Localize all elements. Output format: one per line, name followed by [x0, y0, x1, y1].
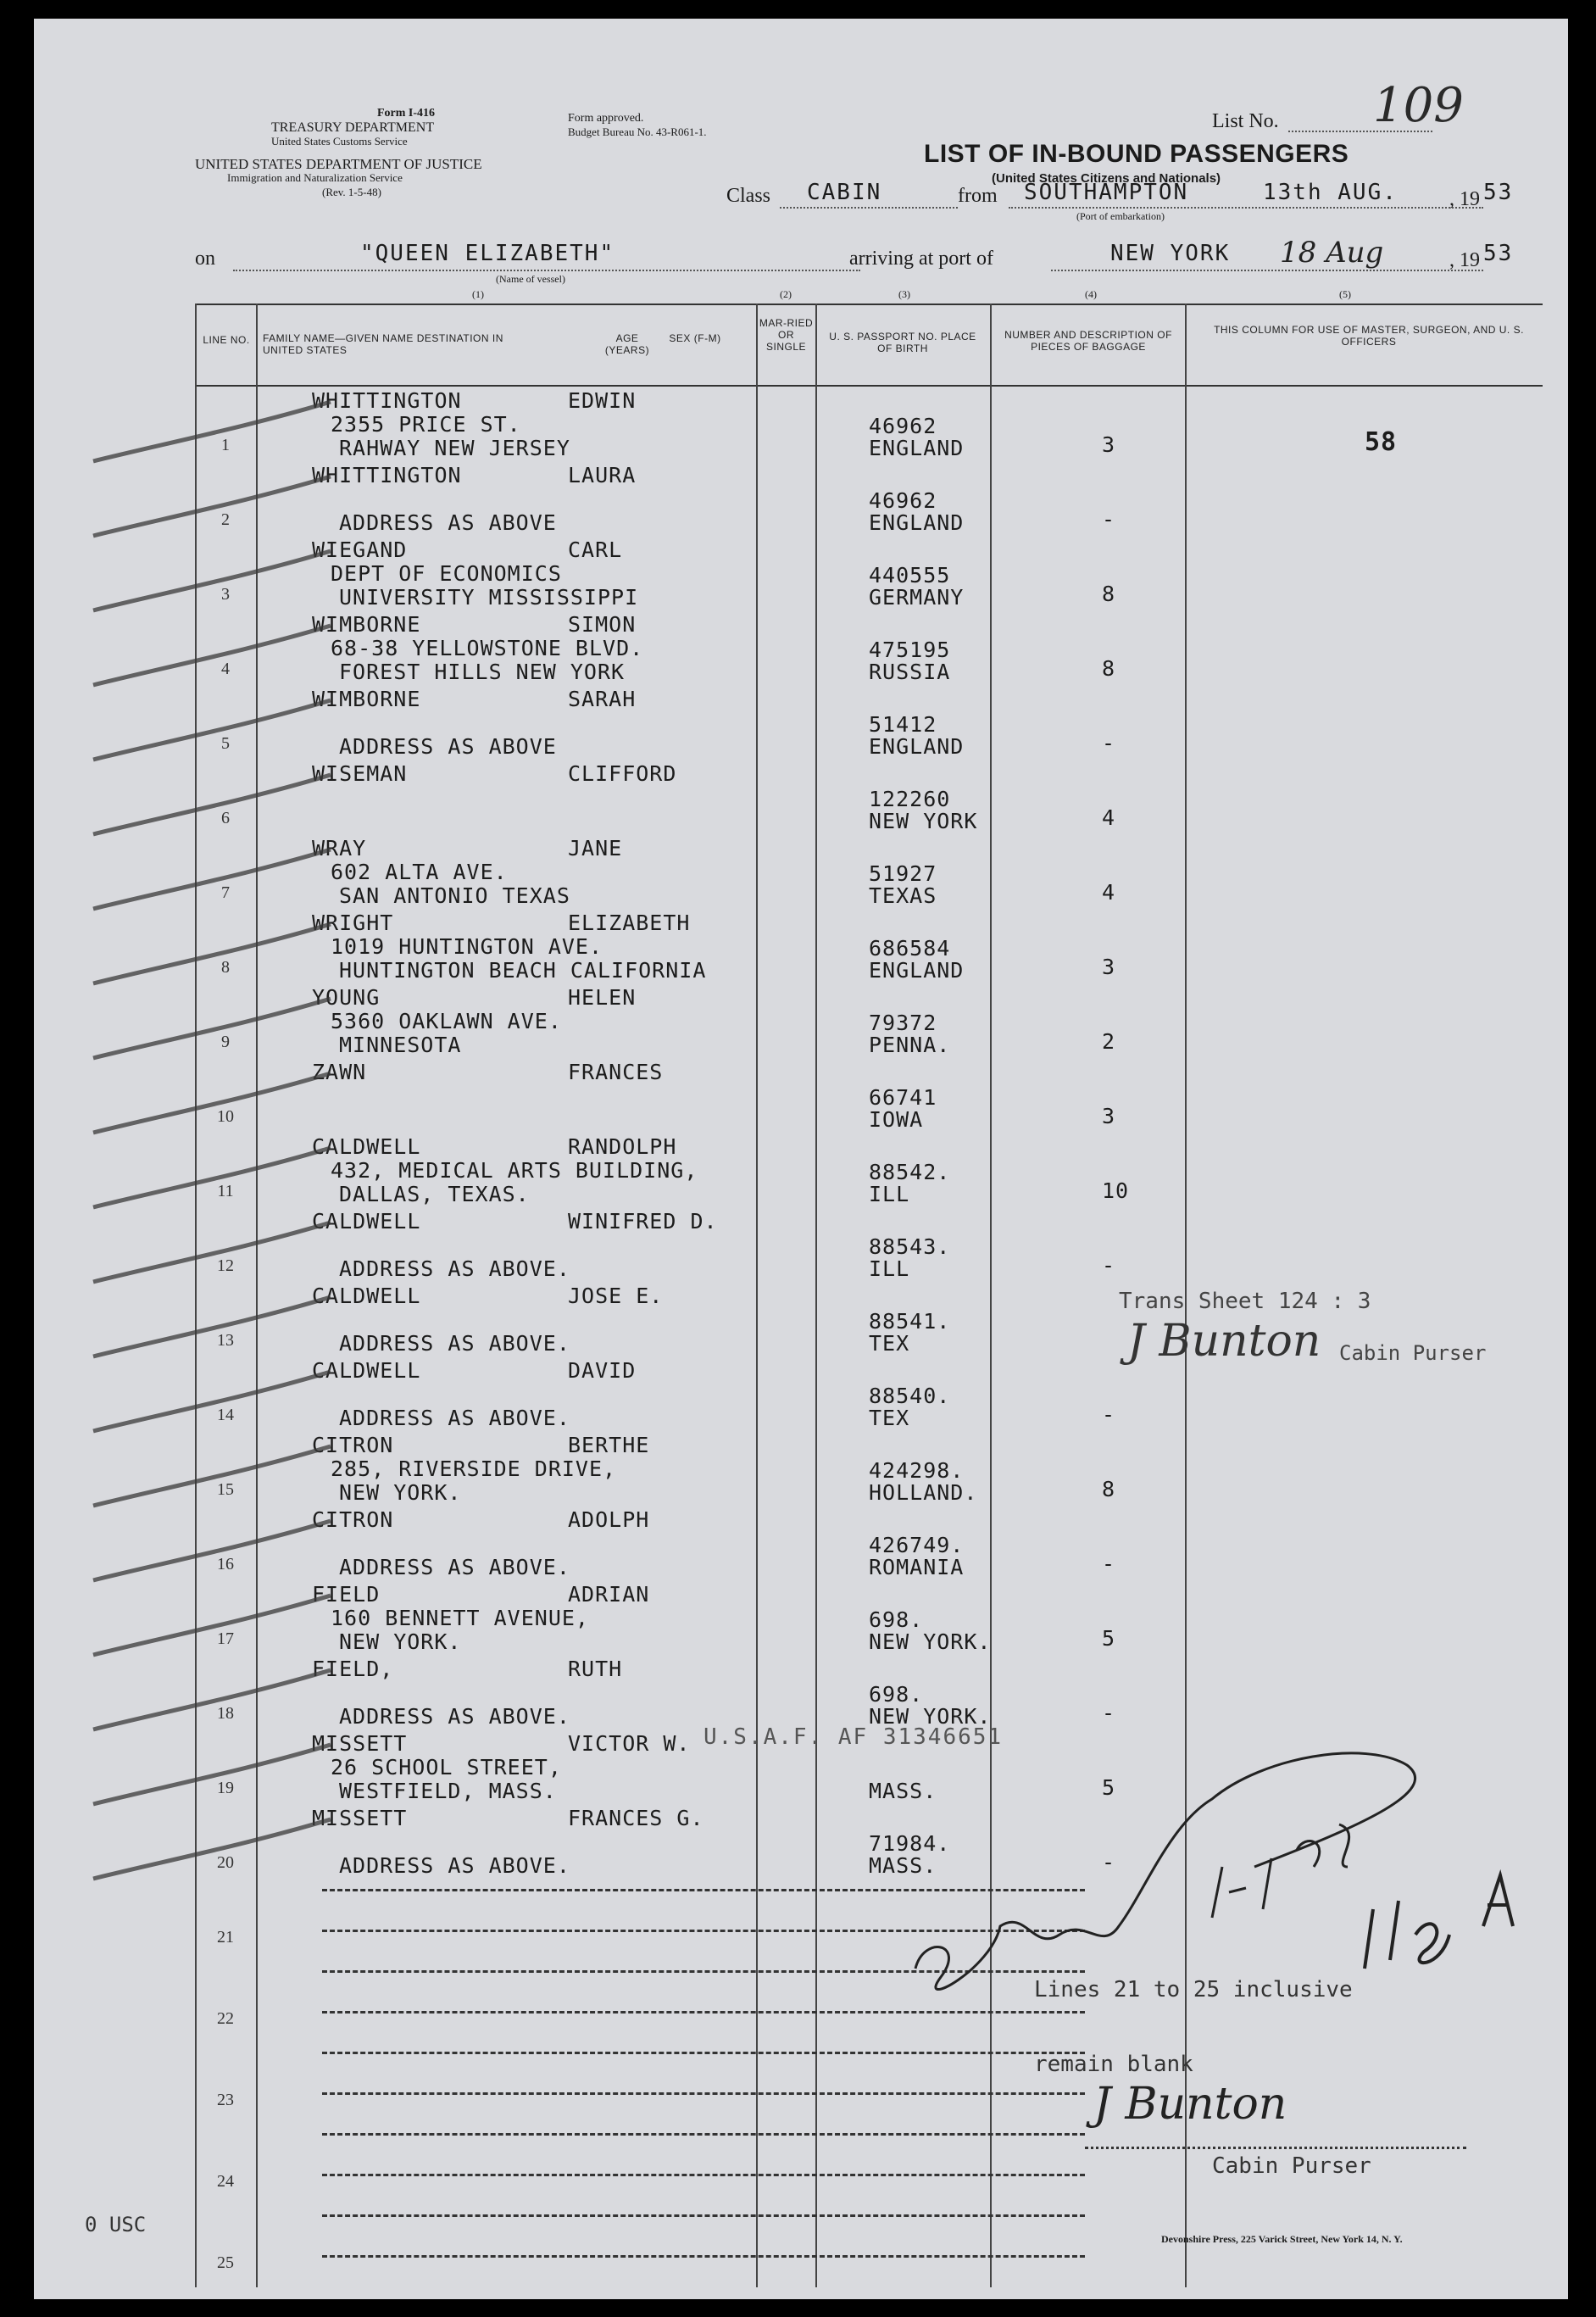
given-name: ADOLPH	[568, 1507, 650, 1532]
baggage-count: 5	[1102, 1626, 1116, 1651]
address-line-2: RAHWAY NEW JERSEY	[339, 436, 570, 460]
given-name: CLIFFORD	[568, 761, 677, 786]
passport-number: 686584	[869, 936, 951, 961]
line-number: 22	[217, 2009, 234, 2028]
family-name: CALDWELL	[312, 1284, 421, 1308]
address-line-2: UNIVERSITY MISSISSIPPI	[339, 585, 639, 610]
line-number: 8	[221, 958, 230, 977]
on-label: on	[195, 248, 215, 270]
line-number: 17	[217, 1629, 234, 1648]
pencil-tick	[93, 1745, 331, 1804]
ins-header: Immigration and Naturalization Service	[227, 171, 403, 184]
dashed-fill-line	[322, 2092, 1085, 2095]
pencil-tick	[93, 1521, 331, 1580]
passport-number: 51927	[869, 861, 937, 886]
handwritten-scrawl	[890, 1723, 1534, 2002]
pencil-tick	[93, 999, 331, 1058]
passport-number: 698.	[869, 1607, 924, 1632]
dashed-fill-line	[322, 2255, 1085, 2258]
place-of-birth: TEX	[869, 1331, 910, 1356]
manifest-page	[34, 19, 1568, 2299]
place-of-birth: ILL	[869, 1182, 910, 1206]
family-name: WHITTINGTON	[312, 388, 462, 413]
place-of-birth: TEX	[869, 1406, 910, 1430]
passport-number: 46962	[869, 488, 937, 513]
pencil-tick	[93, 1297, 331, 1356]
address-line-1: 160 BENNETT AVENUE,	[331, 1606, 589, 1630]
address-line-2: HUNTINGTON BEACH CALIFORNIA	[339, 958, 707, 983]
given-name: JANE	[568, 836, 623, 861]
baggage-count: 5	[1102, 1775, 1116, 1800]
margin-stamp: 0 USC	[85, 2213, 147, 2236]
embark-date: 13th AUG.	[1263, 180, 1398, 205]
address-line-2: ADDRESS AS ABOVE.	[339, 1406, 570, 1430]
baggage-count: -	[1102, 1701, 1116, 1725]
place-of-birth: NEW YORK.	[869, 1629, 992, 1654]
address-line-2: ADDRESS AS ABOVE	[339, 734, 557, 759]
year-prefix: , 19	[1449, 188, 1480, 210]
line-number: 24	[217, 2172, 234, 2191]
pencil-tick	[93, 849, 331, 909]
line-number: 20	[217, 1853, 234, 1872]
family-name: WIMBORNE	[312, 612, 421, 637]
blank-row	[195, 2040, 1543, 2114]
line-number: 10	[217, 1107, 234, 1126]
baggage-count: 3	[1102, 1104, 1116, 1128]
col-num-5: (5)	[1339, 288, 1351, 300]
place-of-birth: ENGLAND	[869, 510, 965, 535]
pencil-tick	[93, 924, 331, 983]
place-of-birth: ILL	[869, 1256, 910, 1281]
from-value: SOUTHAMPTON	[1024, 180, 1189, 205]
given-name: HELEN	[568, 985, 637, 1010]
col-num-2: (2)	[780, 288, 792, 300]
passport-number: 122260	[869, 787, 951, 811]
form-title: LIST OF IN-BOUND PASSENGERS	[924, 140, 1349, 168]
given-name: RANDOLPH	[568, 1134, 677, 1159]
from-label: from	[958, 185, 998, 207]
line-number: 11	[217, 1182, 234, 1200]
line-number: 2	[221, 510, 230, 529]
line-number: 16	[217, 1555, 234, 1573]
address-line-1: DEPT OF ECONOMICS	[331, 561, 562, 586]
place-of-birth: MASS.	[869, 1779, 937, 1803]
signature-2: J Bunton	[1093, 2079, 1287, 2130]
dashed-fill-line	[322, 2174, 1085, 2176]
line-number: 19	[217, 1779, 234, 1797]
year2-prefix: , 19	[1449, 249, 1480, 271]
address-line-2: SAN ANTONIO TEXAS	[339, 883, 570, 908]
passport-number: 426749.	[869, 1533, 965, 1557]
trans-sheet: Trans Sheet 124 : 3	[1119, 1289, 1371, 1314]
passport-number: 88542.	[869, 1160, 951, 1184]
family-name: WHITTINGTON	[312, 463, 462, 487]
port-embark-caption: (Port of embarkation)	[1076, 210, 1165, 222]
year2-value: 53	[1483, 241, 1514, 266]
lines-blank-note-1: Lines 21 to 25 inclusive	[1034, 1977, 1353, 2002]
arriving-line	[1051, 270, 1483, 271]
class-line	[780, 207, 958, 209]
address-line-1: 26 SCHOOL STREET,	[331, 1755, 562, 1780]
given-name: LAURA	[568, 463, 637, 487]
baggage-count: 2	[1102, 1029, 1116, 1054]
pencil-tick-marks	[76, 385, 500, 1894]
pencil-tick	[93, 1670, 331, 1729]
address-line-1: 1019 HUNTINGTON AVE.	[331, 934, 603, 959]
col-header-line: LINE NO.	[203, 334, 250, 346]
line-number: 4	[221, 660, 230, 678]
address-line-2: ADDRESS AS ABOVE.	[339, 1704, 570, 1729]
pencil-tick	[93, 1148, 331, 1207]
place-of-birth: NEW YORK.	[869, 1704, 992, 1729]
class-label: Class	[726, 185, 771, 207]
line-number: 13	[217, 1331, 234, 1350]
passport-number: 88543.	[869, 1234, 951, 1259]
family-name: WIMBORNE	[312, 687, 421, 711]
family-name: WRIGHT	[312, 911, 394, 935]
col-header-name: FAMILY NAME—GIVEN NAME DESTINATION IN UNITED STATES	[263, 332, 503, 356]
place-of-birth: RUSSIA	[869, 660, 951, 684]
passport-number: 698.	[869, 1682, 924, 1707]
pencil-tick	[93, 1372, 331, 1431]
passport-number: 475195	[869, 638, 951, 662]
pencil-tick	[93, 476, 331, 536]
passport-number: 46962	[869, 414, 937, 438]
passport-number: 88541.	[869, 1309, 951, 1334]
family-name: CITRON	[312, 1433, 394, 1457]
line-number: 9	[221, 1033, 230, 1051]
address-line-1: 432, MEDICAL ARTS BUILDING,	[331, 1158, 698, 1183]
address-line-2: DALLAS, TEXAS.	[339, 1182, 530, 1206]
line-number: 21	[217, 1928, 234, 1947]
cabin-purser-2: Cabin Purser	[1212, 2153, 1371, 2179]
from-line	[1009, 207, 1483, 209]
line-number: 7	[221, 883, 230, 902]
form-number: Form I-416	[377, 107, 436, 120]
place-of-birth: IOWA	[869, 1107, 924, 1132]
arriving-value: NEW YORK	[1110, 241, 1231, 266]
address-line-2: NEW YORK.	[339, 1629, 462, 1654]
baggage-count: -	[1102, 731, 1116, 755]
list-no-value: 109	[1373, 78, 1464, 133]
line-number: 3	[221, 585, 230, 604]
treasury-dept: TREASURY DEPARTMENT	[271, 120, 435, 135]
family-name: MISSETT	[312, 1731, 408, 1756]
given-name: DAVID	[568, 1358, 637, 1383]
address-line-1: 2355 PRICE ST.	[331, 412, 521, 437]
family-name: WIEGAND	[312, 537, 408, 562]
line-number: 12	[217, 1256, 234, 1275]
line-number: 1	[221, 436, 230, 454]
given-name: BERTHE	[568, 1433, 650, 1457]
baggage-count: -	[1102, 1850, 1116, 1874]
address-line-2: WESTFIELD, MASS.	[339, 1779, 557, 1803]
baggage-count: 8	[1102, 656, 1116, 681]
address-line-1: 285, RIVERSIDE DRIVE,	[331, 1456, 617, 1481]
address-line-1: 68-38 YELLOWSTONE BLVD.	[331, 636, 644, 660]
baggage-count: -	[1102, 507, 1116, 532]
baggage-count: -	[1102, 1551, 1116, 1576]
customs-service: United States Customs Service	[271, 135, 408, 148]
pencil-tick	[93, 1446, 331, 1506]
form-subtitle: (United States Citizens and Nationals)	[992, 171, 1221, 186]
line-number: 25	[217, 2253, 234, 2272]
passport-number: 66741	[869, 1085, 937, 1110]
vessel-caption: (Name of vessel)	[496, 273, 565, 285]
pencil-tick	[93, 402, 331, 461]
baggage-count: -	[1102, 1253, 1116, 1278]
pencil-tick	[93, 775, 331, 834]
given-name: FRANCES	[568, 1060, 664, 1084]
given-name: EDWIN	[568, 388, 637, 413]
family-name: WISEMAN	[312, 761, 408, 786]
place-of-birth: PENNA.	[869, 1033, 951, 1057]
place-of-birth: GERMANY	[869, 585, 965, 610]
address-line-2: ADDRESS AS ABOVE.	[339, 1331, 570, 1356]
cabin-purser-1: Cabin Purser	[1339, 1341, 1487, 1365]
list-no-label: List No.	[1212, 110, 1279, 132]
revision: (Rev. 1-5-48)	[322, 186, 381, 198]
given-name: SARAH	[568, 687, 637, 711]
col-header-married: MAR-RIED OR SINGLE	[759, 317, 814, 353]
col-header-baggage: NUMBER AND DESCRIPTION OF PIECES OF BAGGAGE	[1004, 329, 1172, 353]
address-line-2: ADDRESS AS ABOVE.	[339, 1853, 570, 1878]
col-num-3: (3)	[898, 288, 910, 300]
officer-note: 58	[1365, 427, 1398, 457]
dashed-fill-line	[322, 2052, 1085, 2054]
family-name: MISSETT	[312, 1806, 408, 1830]
address-line-2: ADDRESS AS ABOVE	[339, 510, 557, 535]
given-name: WINIFRED D.	[568, 1209, 718, 1234]
col-header-sex: SEX (F-M)	[669, 332, 721, 344]
year-value: 53	[1483, 180, 1514, 205]
passport-number: 79372	[869, 1011, 937, 1035]
baggage-count: 8	[1102, 1477, 1116, 1501]
usaf-annotation: U.S.A.F. AF 31346651	[703, 1724, 1004, 1750]
pencil-tick	[93, 551, 331, 610]
given-name: CARL	[568, 537, 623, 562]
baggage-count: 3	[1102, 432, 1116, 457]
pencil-tick	[93, 626, 331, 685]
address-line-1: 602 ALTA AVE.	[331, 860, 508, 884]
place-of-birth: ENGLAND	[869, 436, 965, 460]
vessel-value: "QUEEN ELIZABETH"	[360, 241, 615, 266]
passport-number: 88540.	[869, 1384, 951, 1408]
col-header-age: AGE (YEARS)	[604, 332, 650, 356]
arrival-date: 18 Aug	[1280, 236, 1384, 270]
line-number: 6	[221, 809, 230, 827]
family-name: WRAY	[312, 836, 367, 861]
place-of-birth: HOLLAND.	[869, 1480, 978, 1505]
place-of-birth: MASS.	[869, 1853, 937, 1878]
dashed-fill-line	[322, 2133, 1085, 2136]
purser-line	[1085, 2147, 1466, 2149]
line-number: 23	[217, 2091, 234, 2109]
pencil-tick	[93, 1073, 331, 1133]
line-number: 15	[217, 1480, 234, 1499]
pencil-tick	[93, 1596, 331, 1655]
passport-number: 51412	[869, 712, 937, 737]
pencil-tick	[93, 1223, 331, 1282]
class-value: CABIN	[807, 180, 882, 205]
col-header-officers: THIS COLUMN FOR USE OF MASTER, SURGEON, AND U. S. OFFICERS	[1214, 324, 1524, 348]
vessel-line	[233, 270, 860, 271]
col-num-1: (1)	[472, 288, 484, 300]
lines-blank-note-2: remain blank	[1034, 2052, 1193, 2077]
address-line-2: ADDRESS AS ABOVE.	[339, 1555, 570, 1579]
pencil-tick	[93, 1819, 331, 1879]
baggage-count: 10	[1102, 1178, 1130, 1203]
place-of-birth: NEW YORK	[869, 809, 978, 833]
given-name: ADRIAN	[568, 1582, 650, 1607]
dashed-fill-line	[322, 2214, 1085, 2217]
place-of-birth: ROMANIA	[869, 1555, 965, 1579]
address-line-2: ADDRESS AS ABOVE.	[339, 1256, 570, 1281]
baggage-count: 3	[1102, 955, 1116, 979]
doj-header: UNITED STATES DEPARTMENT OF JUSTICE	[195, 156, 482, 172]
given-name: VICTOR W.	[568, 1731, 691, 1756]
pencil-tick	[93, 700, 331, 760]
family-name: CALDWELL	[312, 1358, 421, 1383]
baggage-count: -	[1102, 1402, 1116, 1427]
place-of-birth: TEXAS	[869, 883, 937, 908]
family-name: CITRON	[312, 1507, 394, 1532]
line-number: 5	[221, 734, 230, 753]
address-line-1: 5360 OAKLAWN AVE.	[331, 1009, 562, 1033]
baggage-count: 8	[1102, 582, 1116, 606]
col-header-passport: U. S. PASSPORT NO. PLACE OF BIRTH	[829, 331, 976, 354]
place-of-birth: ENGLAND	[869, 734, 965, 759]
printer-imprint: Devonshire Press, 225 Varick Street, New York 14, N. Y.	[1161, 2233, 1403, 2245]
place-of-birth: ENGLAND	[869, 958, 965, 983]
given-name: FRANCES G.	[568, 1806, 704, 1830]
family-name: CALDWELL	[312, 1209, 421, 1234]
arriving-label: arriving at port of	[849, 248, 993, 270]
given-name: RUTH	[568, 1657, 623, 1681]
passport-number: 424298.	[869, 1458, 965, 1483]
address-line-2: MINNESOTA	[339, 1033, 462, 1057]
passport-number: 71984.	[869, 1831, 951, 1856]
baggage-count: 4	[1102, 805, 1116, 830]
family-name: FIELD	[312, 1582, 381, 1607]
budget-bureau: Budget Bureau No. 43-R061-1.	[568, 125, 707, 138]
family-name: YOUNG	[312, 985, 381, 1010]
col-num-4: (4)	[1085, 288, 1097, 300]
line-number: 14	[217, 1406, 234, 1424]
passport-number: 440555	[869, 563, 951, 588]
table-top-rule	[195, 304, 1543, 305]
family-name: FIELD,	[312, 1657, 394, 1681]
dashed-fill-line	[322, 2011, 1085, 2013]
given-name: JOSE E.	[568, 1284, 664, 1308]
family-name: CALDWELL	[312, 1134, 421, 1159]
given-name: SIMON	[568, 612, 637, 637]
passenger-table	[195, 385, 1543, 2292]
address-line-2: NEW YORK.	[339, 1480, 462, 1505]
address-line-2: FOREST HILLS NEW YORK	[339, 660, 626, 684]
given-name: ELIZABETH	[568, 911, 691, 935]
line-number: 18	[217, 1704, 234, 1723]
signature-1: J Bunton	[1127, 1316, 1321, 1367]
baggage-count: 4	[1102, 880, 1116, 905]
form-approved: Form approved.	[568, 112, 644, 125]
family-name: ZAWN	[312, 1060, 367, 1084]
